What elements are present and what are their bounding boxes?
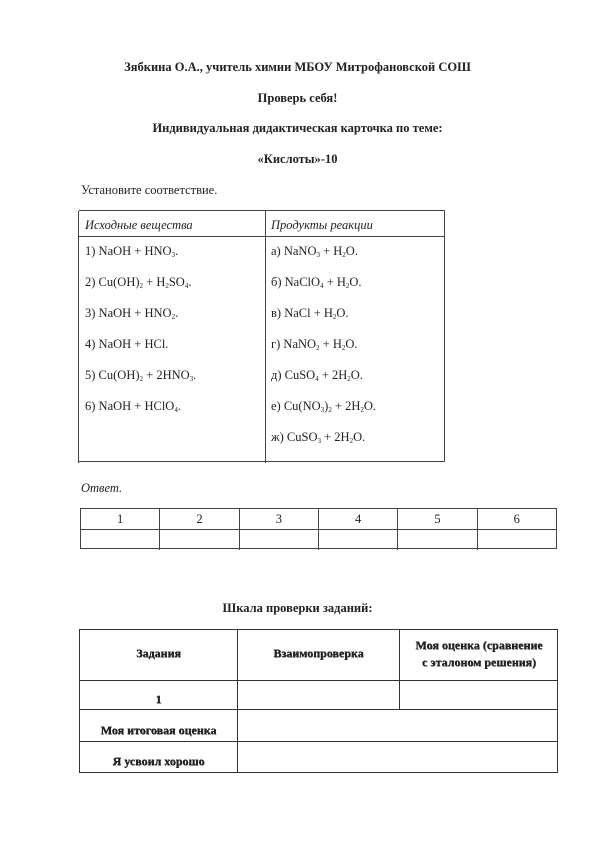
check-heading: Проверь себя! <box>257 91 338 105</box>
reactant-item: 4) NaOH + HCl. <box>85 337 169 351</box>
product-item: г) NaNO$_2$ + $H_2O$. <box>271 337 358 352</box>
answer-header-row <box>81 509 556 529</box>
answer-input-row <box>81 529 556 550</box>
product-item: е) $Cu(NO_3)_2 + 2H_2O$. <box>271 399 377 414</box>
answer-number-cell: 2 <box>159 509 238 529</box>
author-line: Зябкина О.А., учитель химии МБОУ Митрофановской СОШ <box>124 60 471 74</box>
final-grade-label: Моя итоговая оценка <box>100 723 217 737</box>
product-item: д) CuSO$_4$ + $2H_2O$. <box>271 368 363 383</box>
reactant-item: 1) NaOH + $HNO_3$. <box>85 244 179 259</box>
product-item: б) NaClO$_4$ + $H_2O$. <box>271 275 362 290</box>
task-instruction: Установите соответствие. <box>81 183 218 197</box>
reactant-item: 3) NaOH + $HNO_2$. <box>85 306 179 321</box>
tasks-column-header: Задания <box>136 646 181 660</box>
self-grade-header-line2: с эталоном решения) <box>421 655 537 669</box>
peer-review-column-header: Взаимопроверка <box>273 646 364 660</box>
answer-blank-cell[interactable] <box>81 530 159 550</box>
answer-number-cell: 4 <box>318 509 397 529</box>
matching-table <box>79 210 445 462</box>
reactant-item: 6) NaOH + HClO$_4$. <box>85 399 181 414</box>
product-item: в) NaCl + $H_2O$. <box>271 306 349 321</box>
answer-blank-cell[interactable] <box>477 530 556 550</box>
answer-blank-cell[interactable] <box>159 530 238 550</box>
card-title: Индивидуальная дидактическая карточка по теме: <box>152 121 443 135</box>
answer-number-cell: 5 <box>397 509 476 529</box>
answer-label: Ответ. <box>81 481 123 495</box>
task-number-cell: 1 <box>155 692 162 706</box>
answer-number-cell: 1 <box>117 512 124 526</box>
answer-blank-cell[interactable] <box>318 530 397 550</box>
product-item: а) NaNO$_3$ + $H_2O$. <box>271 244 358 259</box>
products-header: Продукты реакции <box>271 218 373 232</box>
reactant-item: 2) $Cu(OH)_2 + H_2SO_4$. <box>85 275 192 290</box>
learned-well-label: Я усвоил хорошо <box>112 754 205 768</box>
score-title: Шкала проверки заданий: <box>222 601 373 615</box>
self-grade-header-line1: Моя оценка (сравнение <box>415 638 543 652</box>
answer-table <box>80 508 557 549</box>
answer-blank-cell[interactable] <box>239 530 318 550</box>
topic-title: «Кислоты»-10 <box>257 152 338 166</box>
reactants-header: Исходные вещества <box>85 218 193 232</box>
reactant-item: 5) $Cu(OH)_2 + 2HNO_3$. <box>85 368 197 383</box>
score-table <box>79 629 558 773</box>
product-item: ж) CuSO$_3$ + $2H_2O$. <box>271 430 366 445</box>
answer-number-cell: 3 <box>239 509 318 529</box>
answer-number-cell: 6 <box>477 509 556 529</box>
answer-blank-cell[interactable] <box>397 530 476 550</box>
